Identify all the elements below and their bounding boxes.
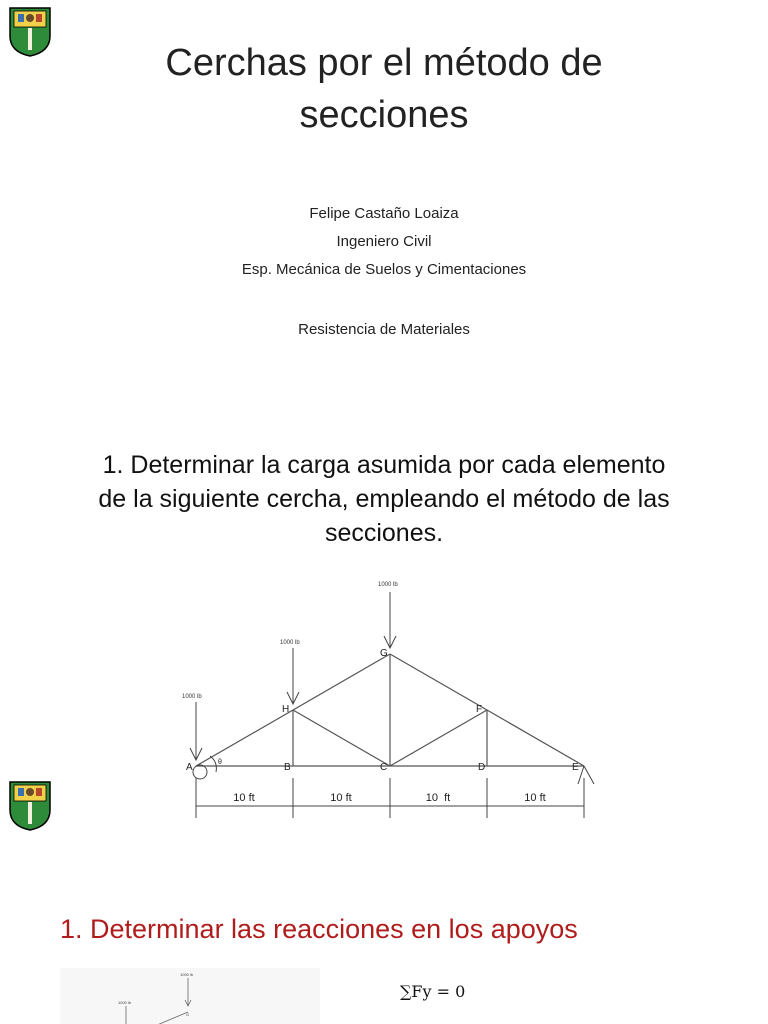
load-label-g: 1000 lb bbox=[378, 582, 398, 588]
node-label-e: E bbox=[572, 762, 579, 773]
small-truss-diagram bbox=[60, 968, 320, 1024]
node-label-f: F bbox=[476, 704, 483, 715]
sum-fy-equation: ∑Fy = 0 bbox=[400, 982, 466, 1001]
load-label-h: 1000 lb bbox=[280, 640, 300, 646]
author-name: Felipe Castaño Loaiza bbox=[309, 205, 459, 222]
span-label-1: 10 ft bbox=[233, 792, 255, 804]
author-role: Ingeniero Civil bbox=[336, 233, 432, 250]
university-crest-icon bbox=[8, 780, 52, 832]
span-label-2: 10 ft bbox=[330, 792, 352, 804]
angle-label: θ bbox=[218, 759, 222, 766]
support-roller-e bbox=[578, 766, 594, 784]
course-name: Resistencia de Materiales bbox=[298, 321, 470, 338]
small-node-label-g: G bbox=[186, 1012, 190, 1017]
node-label-a: A bbox=[186, 762, 193, 773]
node-label-d: D bbox=[478, 762, 486, 773]
small-load-label-h: 1000 lb bbox=[118, 1000, 132, 1005]
presentation-title-line2: secciones bbox=[299, 94, 469, 136]
load-label-a: 1000 lb bbox=[182, 694, 202, 700]
span-label-3: 10 ft bbox=[425, 792, 451, 804]
node-label-h: H bbox=[282, 704, 290, 715]
node-label-b: B bbox=[284, 762, 291, 773]
problem-statement-line2: de la siguiente cercha, empleando el método de las bbox=[98, 485, 670, 513]
span-label-4: 10 ft bbox=[524, 792, 546, 804]
support-pin-a bbox=[193, 765, 207, 779]
node-label-g: G bbox=[380, 648, 388, 659]
member-fc bbox=[390, 710, 487, 766]
truss-diagram bbox=[160, 570, 620, 830]
problem-slide bbox=[0, 420, 768, 840]
problem-statement-line1: 1. Determinar la carga asumida por cada elemento bbox=[102, 451, 666, 479]
member-hc bbox=[293, 710, 390, 766]
presentation-title-line1: Cerchas por el método de bbox=[165, 42, 603, 84]
author-specialty: Esp. Mecánica de Suelos y Cimentaciones bbox=[241, 261, 527, 278]
title-slide bbox=[0, 0, 768, 400]
node-label-c: C bbox=[380, 762, 388, 773]
angle-arc bbox=[210, 756, 216, 772]
reactions-slide bbox=[0, 860, 768, 1024]
small-load-label-g: 1000 lb bbox=[180, 972, 194, 977]
section-heading: 1. Determinar las reacciones en los apoyos bbox=[60, 914, 578, 944]
problem-statement-line3: secciones. bbox=[324, 519, 444, 547]
